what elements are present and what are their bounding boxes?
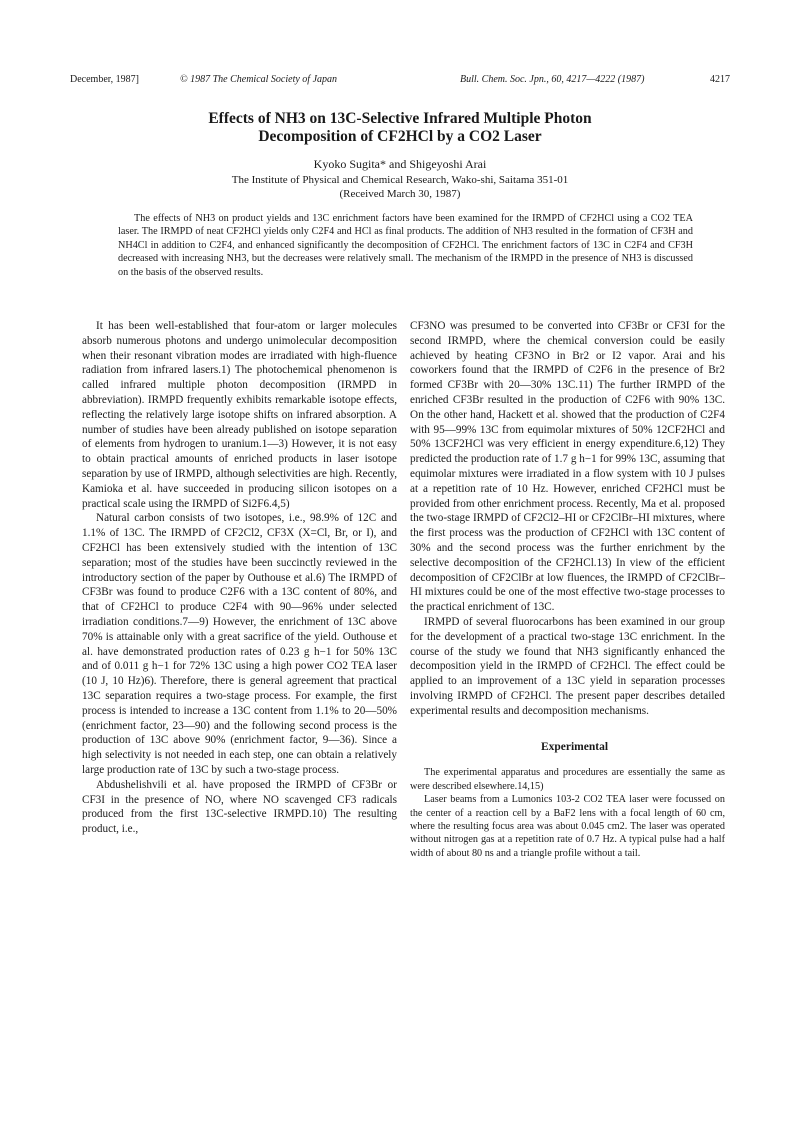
body-paragraph: Laser beams from a Lumonics 103-2 CO2 TEA laser were focussed on the center of a reaction cell by a BaF2 lens with a focal length of 60 cm, where the resulting focus area was about 0.045 cm2. The laser was operated without nitrogen gas at a repetition rate of 0.7 Hz. A typical pulse had a half width of about 80 ns and a triangle profile without a tail. bbox=[410, 794, 725, 859]
abstract: The effects of NH3 on product yields and 13C enrichment factors have been examined for the IRMPD of CF2HCl using a CO2 TEA laser. The IRMPD of neat CF2HCl yields only C2F4 and HCl as final products. The addition of NH3 resulted in the formation of CF3H and NH4Cl in addition to C2F4, and enhanced significantly the decomposition of CF2HCl. The enrichment factors of 13C in C2F4 and CF3H decreased with increasing NH3, but the decreases were relatively small. The mechanism of the IRMPD in the presence of NH3 is discussed on the basis of the observed results. bbox=[118, 213, 693, 278]
received-date: (Received March 30, 1987) bbox=[339, 188, 461, 200]
author-list: Kyoko Sugita* and Shigeyoshi Arai bbox=[313, 157, 487, 171]
journal-citation: Bull. Chem. Soc. Jpn., 60, 4217—4222 (1987) bbox=[460, 74, 645, 85]
body-paragraph: Abdushelishvili et al. have proposed the IRMPD of CF3Br or CF3I in the presence of NO, where NO scavenged CF3 radicals produced from the first 13C-selective IRMPD.10) The resulting product, i.e., bbox=[82, 778, 397, 836]
body-paragraph: IRMPD of several fluorocarbons has been examined in our group for the development of a practical two-stage 13C enrichment. In the course of the study we found that NH3 significantly enhanced the decomposition yield in the IRMPD of CF2HCl. The effect could be applied to an improvement of a 13C yield in separation processes involving IRMPD of CF2HCl. The present paper describes detailed experimental results and decomposition mechanisms. bbox=[410, 615, 725, 717]
title-line-1: Effects of NH3 on 13C-Selective Infrared Multiple Photon bbox=[208, 110, 592, 127]
copyright-notice: © 1987 The Chemical Society of Japan bbox=[180, 74, 338, 85]
title-line-2: Decomposition of CF2HCl by a CO2 Laser bbox=[258, 128, 542, 145]
affiliation: The Institute of Physical and Chemical Research, Wako-shi, Saitama 351-01 bbox=[231, 174, 569, 186]
body-paragraph: The experimental apparatus and procedures are essentially the same as were described elsewhere.14,15) bbox=[410, 767, 725, 792]
left-column bbox=[82, 319, 397, 837]
issue-date: December, 1987] bbox=[70, 74, 140, 85]
body-paragraph: CF3NO was presumed to be converted into CF3Br or CF3I for the second IRMPD, where the chemical conversion could be easily achieved by heating CF3NO in Br2 or I2 vapor. Arai and his coworkers found that the IRMPD of C2F6 in the presence of Br2 formed CF3Br with 20—30% 13C.11) The further IRMPD of the enriched CF3Br resulted in the production of C2F6 with 90% 13C. On the other hand, Hackett et al. showed that the production of C2F4 with 95—99% 13C from equimolar mixtures of 50% 12CF2HCl and 50% 13CF2HCl was very efficient in energy expenditure.6,12) They predicted the production rate of 1.7 g h−1 for 99% 13C, assuming that equimolar mixtures were irradiated in a flow system with 10 J pulses at a repetition rate of 10 Hz. However, enriched CF2HCl must be provided from other enrichment process. Recently, Ma et al. proposed the two-stage IRMPD of CF2Cl2–HI or CF2ClBr–HI mixtures, where the first process was the production of CF2HCl with 13C content of 30% and the second process was the further enrichment by the selective decomposition of the CF2HCl.13) In view of the efficient decomposition of CF2ClBr at low fluences, the IRMPD of CF2ClBr–HI mixtures could be one of the most effective two-stage processes to the practical enrichment of 13C. bbox=[410, 320, 725, 614]
article-title bbox=[100, 110, 700, 146]
running-head bbox=[70, 73, 730, 87]
body-paragraph: It has been well-established that four-atom or larger molecules absorb numerous photons and undergo unimolecular decomposition when their resonant vibration modes are irradiated with high-fluence radiation from infrared lasers.1) The photochemical phenomenon is called infrared multiple photon decomposition (IRMPD in abbreviation). IRMPD frequently exhibits remarkable isotope effects, reflecting the relatively large isotope shifts on infrared absorption. A number of studies have been already published on isotope separation of elements from hydrogen to uranium.1—3) However, it is not easy to obtain practical amounts of enriched products in laser isotope separation by use of IRMPD, although selectivities are high. Recently, Kamioka et al. have succeeded in producing silicon isotopes on a practical scale using the IRMPD of Si2F6.4,5) bbox=[82, 320, 397, 510]
right-column bbox=[410, 319, 725, 860]
body-paragraph: Natural carbon consists of two isotopes, i.e., 98.9% of 12C and 1.1% of 13C. The IRMPD of CF2Cl2, CF3X (X=Cl, Br, or I), and CF2HCl has been extensively studied with the intention of 13C separation; most of the studies have been succinctly reviewed in the introductory section of the paper by Outhouse et al.6) The IRMPD of CF3Br was found to produce C2F6 with a 13C content of 80%, and that of CF2HCl to produce C2F4 with 90—96% under selected irradiation conditions.7—9) However, the enrichment of 13C above 70% is attainable only with a great sacrifice of the yield. Outhouse et al. have demonstrated production rates of 0.23 g h−1 for 50% 13C and of 0.011 g h−1 for 72% 13C using a high power CO2 TEA laser (10 J, 10 Hz)6). Therefore, there is general agreement that practical 13C separation requires a two-stage process. For example, the first process is intended to increase a 13C content from 1.1% to 20—50% (enrichment factor, 23—90) and the following second process is the production of 13C above 90% (enrichment factor, 9—36). Since a high selectivity is not needed in each step, one can obtain a relatively large production rate of 13C by such a two-stage process. bbox=[82, 512, 397, 776]
page-number: 4217 bbox=[710, 74, 730, 85]
section-heading-experimental: Experimental bbox=[540, 740, 609, 753]
